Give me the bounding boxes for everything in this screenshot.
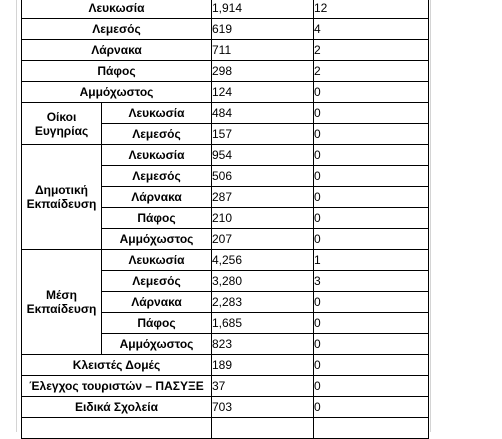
row-label: Κλειστές Δομές <box>22 355 212 376</box>
row-count: 0 <box>314 166 429 187</box>
row-count: 0 <box>314 187 429 208</box>
group-label-line2: Εκπαίδευση <box>26 302 97 316</box>
row-count: 0 <box>314 397 429 418</box>
group-label-line1: Οίκοι <box>46 109 77 124</box>
row-value: 298 <box>212 61 314 82</box>
group-label-line2: Εκπαίδευση <box>26 197 97 211</box>
row-label: Αμμόχωστος <box>102 334 212 355</box>
row-label: Λάρνακα <box>102 187 212 208</box>
row-count: 0 <box>314 292 429 313</box>
table-row <box>22 103 429 124</box>
row-count-cutoff <box>314 418 429 439</box>
group-label <box>22 103 102 145</box>
row-label: Λάρνακα <box>102 292 212 313</box>
row-value: 506 <box>212 166 314 187</box>
row-count: 1 <box>314 250 429 271</box>
table-row <box>22 0 429 19</box>
row-value: 823 <box>212 334 314 355</box>
row-count: 0 <box>314 355 429 376</box>
row-count: 0 <box>314 208 429 229</box>
row-value: 37 <box>212 376 314 397</box>
row-label: Λευκωσία <box>102 145 212 166</box>
row-label: Λεμεσός <box>102 124 212 145</box>
row-value: 124 <box>212 82 314 103</box>
table-row <box>22 145 429 166</box>
row-count: 0 <box>314 229 429 250</box>
row-value: 703 <box>212 397 314 418</box>
row-value: 1,914 <box>212 0 314 19</box>
group-label <box>22 250 102 355</box>
row-label: Πάφος <box>102 208 212 229</box>
row-label: Λάρνακα <box>22 40 212 61</box>
row-label: Λευκωσία <box>102 103 212 124</box>
row-label: Αμμόχωστος <box>102 229 212 250</box>
row-label-cutoff <box>22 418 212 439</box>
table-row <box>22 355 429 376</box>
row-label: Αμμόχωστος <box>22 82 212 103</box>
row-value: 3,280 <box>212 271 314 292</box>
row-label: Λεμεσός <box>102 166 212 187</box>
row-label: Ειδικά Σχολεία <box>22 397 212 418</box>
table-row <box>22 397 429 418</box>
table-row <box>22 418 429 439</box>
table-row <box>22 19 429 40</box>
table-row <box>22 61 429 82</box>
row-count: 0 <box>314 82 429 103</box>
row-count: 0 <box>314 376 429 397</box>
row-value: 207 <box>212 229 314 250</box>
row-count: 4 <box>314 19 429 40</box>
table-row <box>22 250 429 271</box>
row-label: Πάφος <box>102 313 212 334</box>
row-label: Λευκωσία <box>102 250 212 271</box>
row-count: 0 <box>314 145 429 166</box>
row-count: 2 <box>314 40 429 61</box>
row-value: 711 <box>212 40 314 61</box>
row-label: Λευκωσία <box>22 0 212 19</box>
table-row <box>22 376 429 397</box>
cases-table <box>21 0 429 439</box>
group-label-line1: Δημοτική <box>34 183 88 197</box>
row-value: 2,283 <box>212 292 314 313</box>
group-label <box>22 145 102 250</box>
row-value: 4,256 <box>212 250 314 271</box>
row-value-cutoff <box>212 418 314 439</box>
group-label-line1: Μέση <box>46 288 77 302</box>
table-row <box>22 40 429 61</box>
row-value: 157 <box>212 124 314 145</box>
row-label: Λεμεσός <box>102 271 212 292</box>
row-count: 2 <box>314 61 429 82</box>
group-label-line2: Ευγηρίας <box>34 123 89 138</box>
row-value: 484 <box>212 103 314 124</box>
page-edge-right <box>430 0 431 432</box>
row-count: 0 <box>314 103 429 124</box>
row-count: 3 <box>314 271 429 292</box>
row-value: 210 <box>212 208 314 229</box>
row-label: Έλεγχος τουριστών – ΠΑΣΥΞΕ <box>22 376 212 397</box>
row-value: 287 <box>212 187 314 208</box>
row-count: 0 <box>314 313 429 334</box>
row-count: 12 <box>314 0 429 19</box>
page-edge-left <box>16 0 17 432</box>
table-row <box>22 82 429 103</box>
row-value: 189 <box>212 355 314 376</box>
row-label: Πάφος <box>22 61 212 82</box>
row-label: Λεμεσός <box>22 19 212 40</box>
row-count: 0 <box>314 334 429 355</box>
row-value: 954 <box>212 145 314 166</box>
row-value: 1,685 <box>212 313 314 334</box>
row-value: 619 <box>212 19 314 40</box>
row-count: 0 <box>314 124 429 145</box>
